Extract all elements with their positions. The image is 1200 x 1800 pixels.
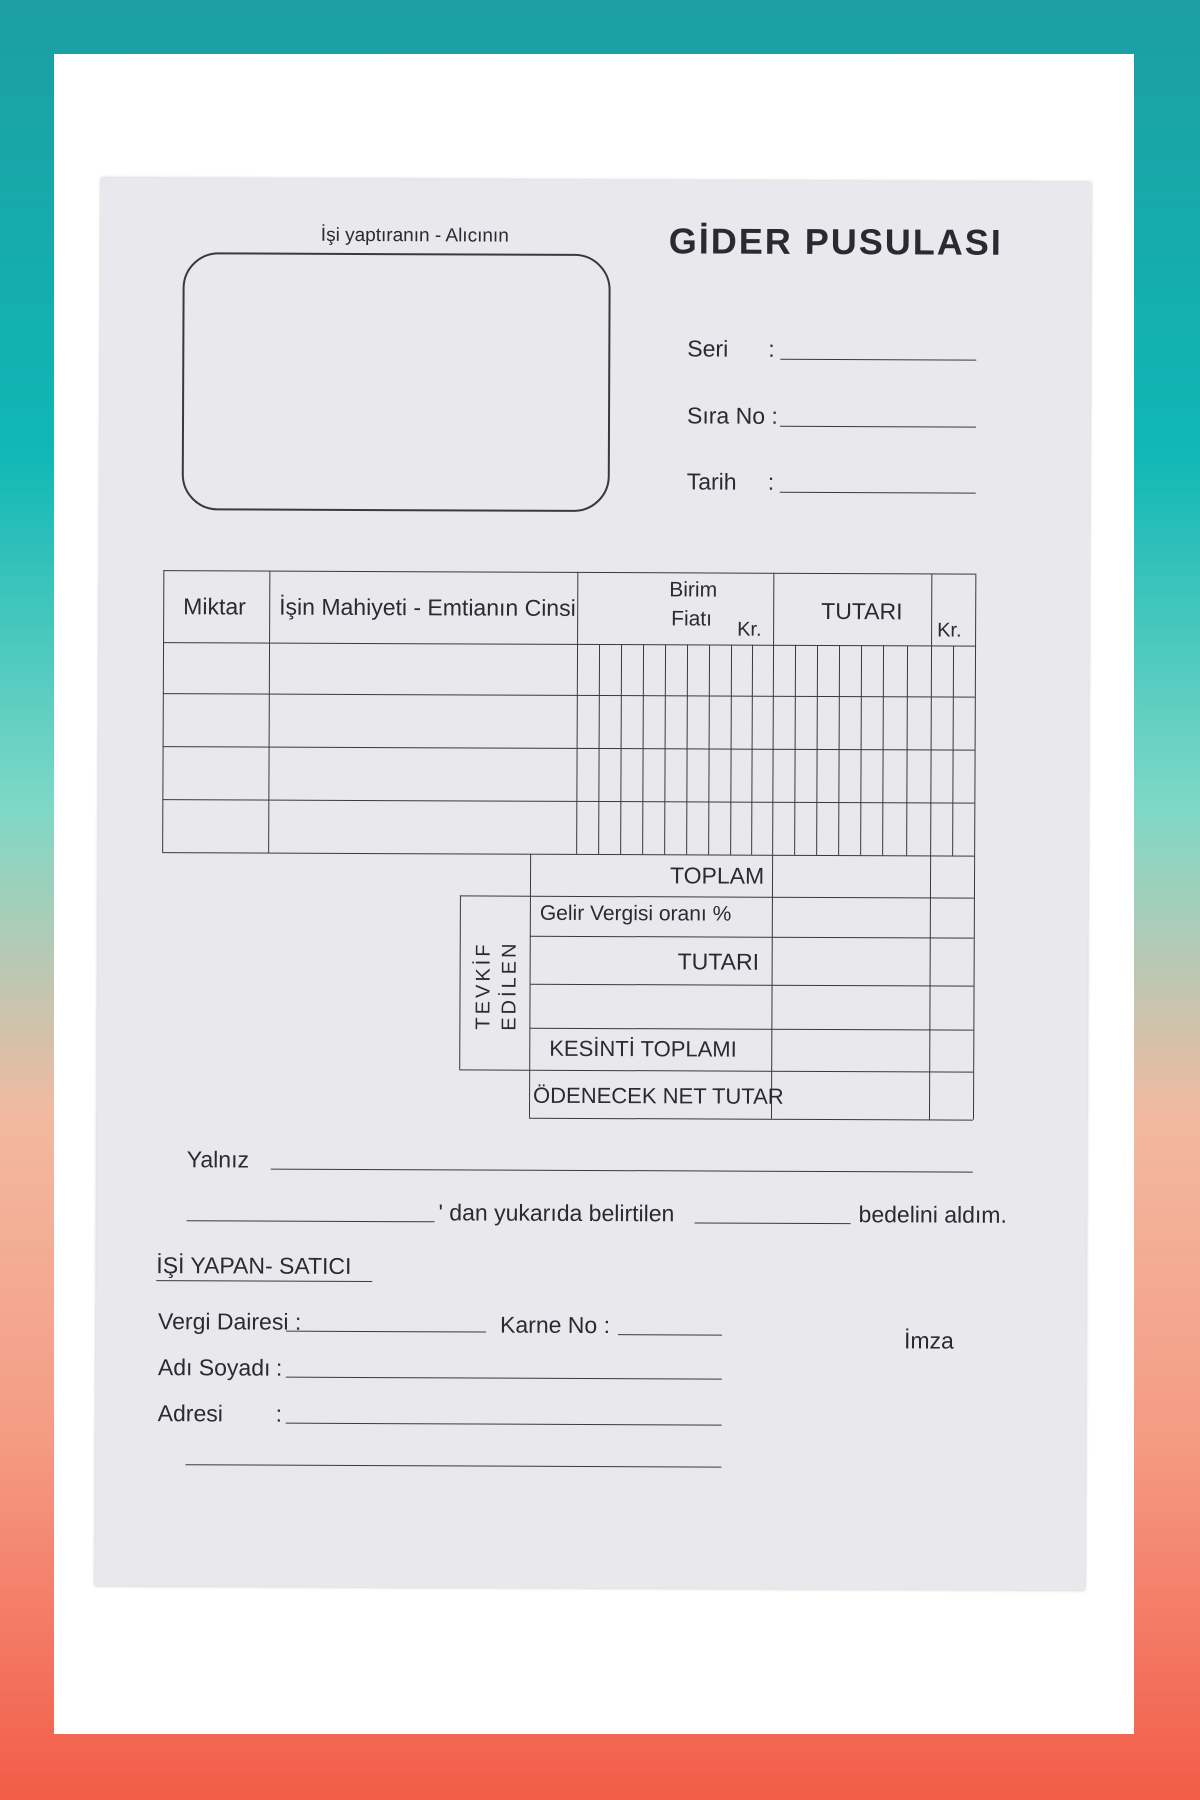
yalniz-field[interactable]: [271, 1169, 973, 1173]
sira-no-label: Sıra No :: [686, 402, 778, 429]
seri-label: Seri: [687, 335, 729, 362]
tevkif-text: TEVKİF: [472, 941, 495, 1030]
seri-colon: :: [768, 335, 775, 362]
adresi-colon: :: [275, 1400, 283, 1427]
payer-name-field[interactable]: [187, 1220, 435, 1222]
totals-border: [771, 855, 773, 1119]
sira-no-field[interactable]: [780, 426, 976, 428]
totals-divider: [529, 1070, 973, 1073]
seller-heading: İŞİ YAPAN- SATICI: [156, 1252, 352, 1279]
col-border: [974, 574, 976, 856]
table-bottom-border: [162, 852, 974, 857]
tevkif-bottom: [459, 1069, 529, 1070]
totals-bottom-border: [529, 1118, 973, 1121]
tevkif-edilen-label: [469, 909, 522, 1055]
col-header-mahiyet: İşin Mahiyeti - Emtianın Cinsi: [279, 593, 576, 621]
bedelini-aldim-text: bedelini aldım.: [858, 1201, 1007, 1228]
tutari-label: TUTARI: [677, 948, 760, 975]
col-header-tutari-kr: Kr.: [937, 619, 962, 642]
tarih-label: Tarih: [686, 468, 737, 495]
adresi-field-line2[interactable]: [185, 1464, 721, 1467]
adi-soyadi-label: Adı Soyadı: [157, 1354, 271, 1381]
tevkif-left: [459, 895, 461, 1069]
row-divider: [163, 693, 975, 698]
adi-soyadi-colon: :: [275, 1354, 283, 1381]
karne-no-label: Karne No :: [500, 1311, 611, 1339]
col-border: [576, 572, 578, 854]
adi-soyadi-field[interactable]: [286, 1377, 722, 1380]
tarih-colon: :: [767, 468, 775, 495]
yalniz-label: Yalnız: [186, 1146, 250, 1173]
toplam-label: TOPLAM: [669, 862, 765, 889]
vergi-dairesi-field[interactable]: [286, 1331, 486, 1333]
imza-label: İmza: [903, 1327, 954, 1354]
buyer-box[interactable]: [182, 252, 611, 512]
karne-no-field[interactable]: [618, 1334, 722, 1335]
gelir-vergisi-label: Gelir Vergisi oranı %: [539, 901, 732, 926]
odenecek-net-tutar-label: ÖDENECEK NET TUTAR: [533, 1082, 784, 1109]
tarih-field[interactable]: [780, 492, 976, 494]
seri-field[interactable]: [780, 359, 976, 361]
adresi-label: Adresi: [157, 1400, 223, 1427]
col-border: [268, 571, 270, 853]
totals-border: [929, 855, 931, 1119]
kesinti-toplami-label: KESİNTİ TOPLAMI: [549, 1035, 737, 1062]
form-title: GİDER PUSULASI: [668, 220, 1003, 263]
gider-pusulasi-form: [95, 178, 1091, 1590]
table-header-border: [163, 642, 975, 647]
edilen-text: EDİLEN: [498, 940, 521, 1031]
totals-divider: [530, 936, 974, 939]
totals-divider: [530, 896, 974, 899]
col-border: [930, 573, 932, 855]
totals-divider: [529, 1028, 973, 1031]
adresi-field[interactable]: [286, 1423, 722, 1426]
col-border: [162, 570, 164, 852]
dan-yukarida-text: ' dan yukarıda belirtilen: [438, 1199, 675, 1227]
seller-heading-underline: [156, 1280, 372, 1282]
tevkif-top: [460, 895, 530, 896]
buyer-label: İşi yaptıranın - Alıcının: [320, 224, 509, 247]
col-header-miktar: Miktar: [183, 593, 246, 620]
row-divider: [163, 746, 975, 751]
col-border: [772, 573, 774, 855]
table-top-border: [163, 570, 975, 575]
col-header-birim-kr: Kr.: [737, 618, 762, 641]
col-header-tutari: TUTARI: [821, 597, 903, 625]
col-header-fiati: Fiatı: [671, 607, 713, 631]
bedel-field[interactable]: [695, 1222, 851, 1224]
totals-divider: [530, 984, 974, 987]
col-header-birim: Birim: [669, 578, 718, 602]
row-divider: [162, 799, 974, 804]
totals-border: [529, 854, 531, 1118]
vergi-dairesi-label: Vergi Dairesi :: [158, 1308, 302, 1335]
totals-border: [973, 856, 975, 1120]
